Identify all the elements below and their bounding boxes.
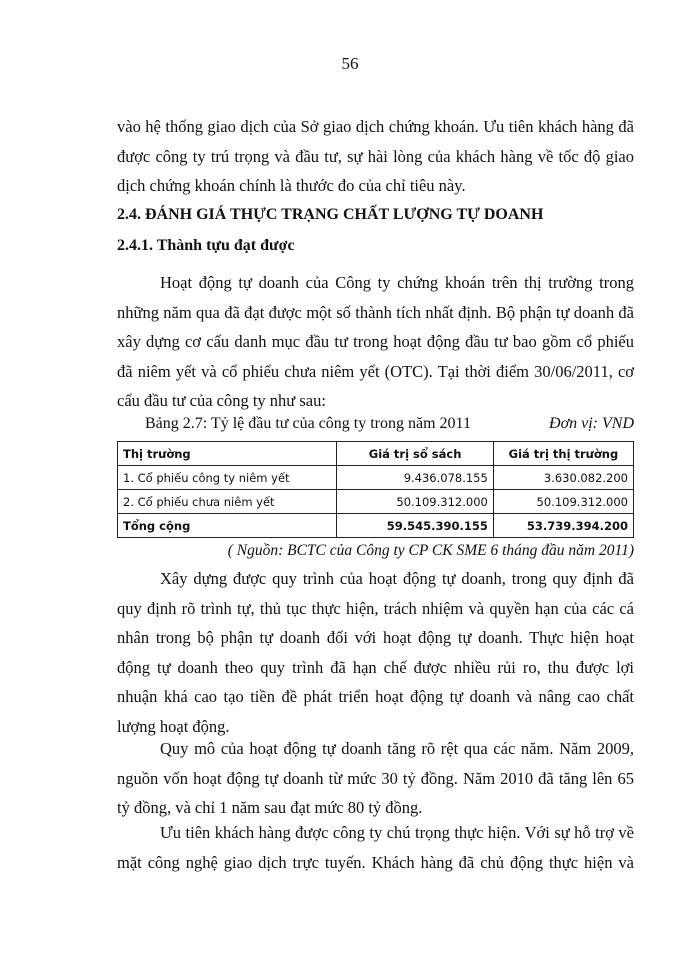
paragraph-line: Ưu tiên khách hàng được công ty chú trọng thực hiện. Với sự hỗ trợ về: [160, 823, 634, 842]
table-cell: 50.109.312.000: [337, 490, 494, 514]
table-cell: 9.436.078.155: [337, 466, 494, 490]
investment-table: [117, 441, 634, 538]
column-header: Giá trị sổ sách: [337, 442, 494, 466]
column-header: Giá trị thị trường: [493, 442, 633, 466]
paragraph-2: [117, 564, 634, 741]
paragraph-4: [117, 818, 634, 877]
paragraph-line: động tự doanh theo quy trình đã hạn chế được nhiều rủi ro, thu được lợi: [117, 657, 634, 677]
table-cell: 50.109.312.000: [493, 490, 633, 514]
table-cell: 59.545.390.155: [337, 514, 494, 538]
paragraph-line: xây dựng cơ cấu danh mục đầu tư trong hoạt động đầu tư bao gồm cổ phiếu: [117, 332, 634, 351]
table-source-note: ( Nguồn: BCTC của Công ty CP CK SME 6 tháng đầu năm 2011): [227, 542, 634, 559]
paragraph-line: tỷ đồng, và chỉ 1 năm sau đạt mức 80 tỷ đồng.: [117, 798, 423, 817]
subsection-heading: 2.4.1. Thành tựu đạt được: [117, 237, 295, 254]
table-row: [118, 490, 634, 514]
paragraph-line: được công ty trú trọng và đầu tư, sự hài lòng của khách hàng về tốc độ giao: [117, 146, 634, 166]
intro-paragraph: [117, 112, 634, 201]
paragraph-line: Xây dựng được quy trình của hoạt động tự doanh, trong quy định đã: [160, 569, 634, 588]
table-caption-row: [145, 415, 634, 433]
table-cell: 2. Cổ phiếu chưa niêm yết: [118, 490, 337, 514]
table-caption: Bảng 2.7: Tỷ lệ đầu tư của công ty trong năm 2011: [145, 415, 471, 432]
paragraph-line: vào hệ thống giao dịch của Sở giao dịch chứng khoán. Ưu tiên khách hàng đã: [117, 117, 634, 136]
column-header: Thị trường: [118, 442, 337, 466]
paragraph-line: những năm qua đã đạt được một số thành tích nhất định. Bộ phận tự doanh đã: [117, 302, 634, 322]
table-cell: Tổng cộng: [118, 514, 337, 538]
paragraph-line: nguồn vốn hoạt động tự doanh từ mức 30 tỷ đồng. Năm 2010 đã tăng lên 65: [117, 768, 634, 788]
table-cell: 1. Cổ phiếu công ty niêm yết: [118, 466, 337, 490]
paragraph-line: quy định rõ trình tự, thủ tục thực hiện, trách nhiệm và quyền hạn của các cá: [117, 598, 634, 618]
paragraph-line: Hoạt động tự doanh của Công ty chứng khoán trên thị trường trong: [160, 273, 634, 292]
section-heading: 2.4. ĐÁNH GIÁ THỰC TRẠNG CHẤT LƯỢNG TỰ DOANH: [117, 206, 544, 223]
table-header-row: [118, 442, 634, 466]
paragraph-line: dịch chứng khoán chính là thước đo của chỉ tiêu này.: [117, 176, 466, 195]
paragraph-line: cấu đầu tư của công ty như sau:: [117, 391, 326, 410]
paragraph-line: đã niêm yết và cổ phiếu chưa niêm yết (OTC). Tại thời điểm 30/06/2011, cơ: [117, 361, 634, 381]
paragraph-line: lượng hoạt động.: [117, 716, 230, 736]
table-total-row: [118, 514, 634, 538]
paragraph-3: [117, 734, 634, 823]
table-row: [118, 466, 634, 490]
page-number: 56: [341, 54, 359, 73]
paragraph-line: nhuận khá cao tạo tiền đề phát triển hoạt động tự doanh và nâng cao chất: [117, 687, 634, 706]
paragraph-line: nhân trong bộ phận tự doanh đối với hoạt động tự doanh. Thực hiện hoạt: [117, 628, 634, 647]
paragraph-line: Quy mô của hoạt động tự doanh tăng rõ rệt qua các năm. Năm 2009,: [160, 739, 634, 758]
table-cell: 3.630.082.200: [493, 466, 633, 490]
table-unit: Đơn vị: VND: [549, 415, 634, 432]
paragraph-line: mặt công nghệ giao dịch trực tuyến. Khách hàng đã chủ động thực hiện và: [117, 852, 634, 872]
table-cell: 53.739.394.200: [493, 514, 633, 538]
paragraph-1: [117, 268, 634, 416]
